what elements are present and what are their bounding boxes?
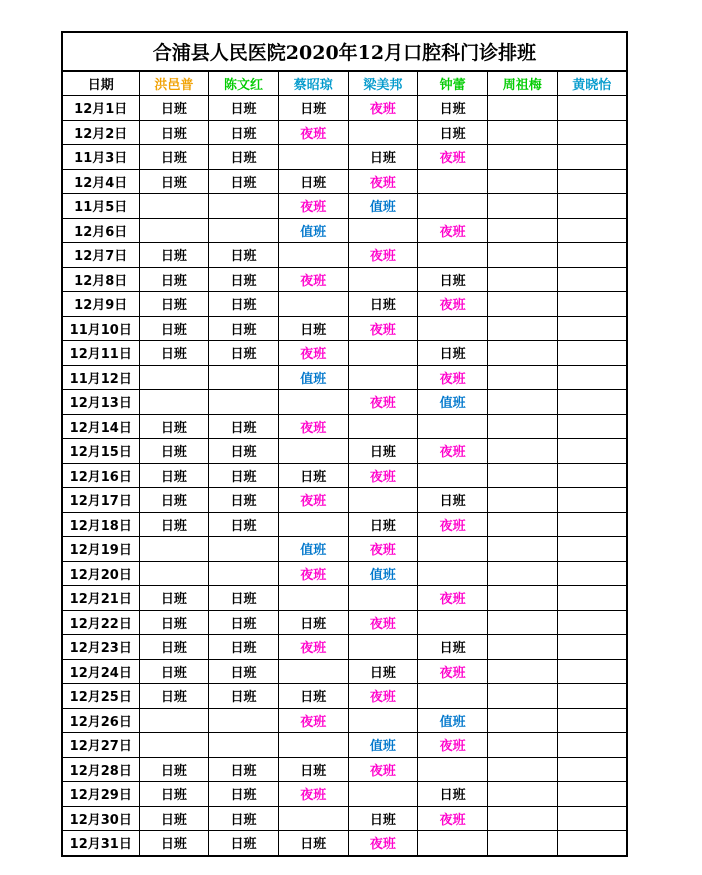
shift-cell xyxy=(418,757,488,782)
shift-cell: 日班 xyxy=(139,267,209,292)
table-row xyxy=(62,96,627,121)
shift-cell: 日班 xyxy=(209,831,279,856)
shift-cell xyxy=(557,561,627,586)
shift-cell: 值班 xyxy=(348,561,418,586)
date-cell: 11月5日 xyxy=(62,194,139,219)
shift-cell xyxy=(487,316,557,341)
shift-cell: 日班 xyxy=(348,659,418,684)
shift-cell xyxy=(487,169,557,194)
shift-cell: 日班 xyxy=(139,96,209,121)
shift-cell xyxy=(557,194,627,219)
shift-cell xyxy=(557,757,627,782)
table-row xyxy=(62,782,627,807)
shift-cell xyxy=(348,782,418,807)
shift-cell xyxy=(487,439,557,464)
shift-cell: 日班 xyxy=(209,145,279,170)
shift-cell xyxy=(487,194,557,219)
shift-cell: 日班 xyxy=(139,659,209,684)
shift-cell: 日班 xyxy=(139,757,209,782)
shift-cell xyxy=(139,708,209,733)
shift-cell: 日班 xyxy=(139,292,209,317)
shift-cell: 日班 xyxy=(209,635,279,660)
shift-cell: 夜班 xyxy=(348,757,418,782)
shift-cell xyxy=(278,145,348,170)
shift-cell xyxy=(278,733,348,758)
table-row xyxy=(62,194,627,219)
shift-cell: 日班 xyxy=(139,512,209,537)
shift-cell xyxy=(487,831,557,856)
date-cell: 12月9日 xyxy=(62,292,139,317)
table-row xyxy=(62,267,627,292)
table-row xyxy=(62,708,627,733)
shift-cell: 日班 xyxy=(348,512,418,537)
shift-cell: 夜班 xyxy=(348,390,418,415)
shift-cell xyxy=(557,169,627,194)
shift-cell xyxy=(209,708,279,733)
shift-cell xyxy=(487,635,557,660)
shift-cell: 日班 xyxy=(278,316,348,341)
shift-cell xyxy=(139,561,209,586)
date-cell: 12月18日 xyxy=(62,512,139,537)
shift-cell: 夜班 xyxy=(418,439,488,464)
shift-cell: 夜班 xyxy=(278,341,348,366)
shift-cell xyxy=(139,365,209,390)
table-row xyxy=(62,659,627,684)
shift-cell xyxy=(487,341,557,366)
table-row xyxy=(62,488,627,513)
date-cell: 12月1日 xyxy=(62,96,139,121)
shift-cell xyxy=(348,218,418,243)
shift-cell xyxy=(418,610,488,635)
shift-cell xyxy=(557,610,627,635)
shift-cell: 日班 xyxy=(139,145,209,170)
shift-cell: 夜班 xyxy=(348,610,418,635)
table-row xyxy=(62,365,627,390)
shift-cell: 日班 xyxy=(418,488,488,513)
date-cell: 12月20日 xyxy=(62,561,139,586)
shift-cell: 日班 xyxy=(278,831,348,856)
date-cell: 12月16日 xyxy=(62,463,139,488)
date-cell: 12月7日 xyxy=(62,243,139,268)
shift-cell xyxy=(278,586,348,611)
shift-cell: 日班 xyxy=(209,586,279,611)
shift-cell: 日班 xyxy=(209,684,279,709)
shift-cell xyxy=(557,145,627,170)
shift-cell xyxy=(278,292,348,317)
shift-cell: 夜班 xyxy=(418,806,488,831)
table-row xyxy=(62,561,627,586)
page-title: 合浦县人民医院2020年12月口腔科门诊排班 xyxy=(62,32,627,71)
shift-cell: 夜班 xyxy=(348,316,418,341)
shift-cell xyxy=(557,659,627,684)
shift-cell: 值班 xyxy=(348,733,418,758)
shift-cell: 日班 xyxy=(139,488,209,513)
shift-cell: 夜班 xyxy=(418,292,488,317)
shift-cell xyxy=(487,292,557,317)
date-cell: 11月3日 xyxy=(62,145,139,170)
shift-cell: 日班 xyxy=(139,414,209,439)
table-row xyxy=(62,439,627,464)
shift-cell: 夜班 xyxy=(348,831,418,856)
table-row xyxy=(62,463,627,488)
shift-cell xyxy=(487,96,557,121)
shift-cell xyxy=(348,586,418,611)
shift-cell xyxy=(418,463,488,488)
table-row xyxy=(62,218,627,243)
shift-cell xyxy=(487,757,557,782)
shift-cell: 日班 xyxy=(278,684,348,709)
shift-cell xyxy=(487,684,557,709)
shift-cell: 日班 xyxy=(209,488,279,513)
date-cell: 11月10日 xyxy=(62,316,139,341)
shift-cell xyxy=(557,586,627,611)
table-row xyxy=(62,390,627,415)
shift-cell: 日班 xyxy=(139,684,209,709)
shift-cell: 日班 xyxy=(348,439,418,464)
shift-cell: 夜班 xyxy=(418,659,488,684)
date-cell: 12月27日 xyxy=(62,733,139,758)
shift-cell: 日班 xyxy=(209,439,279,464)
shift-cell: 日班 xyxy=(139,586,209,611)
date-cell: 12月13日 xyxy=(62,390,139,415)
shift-cell xyxy=(348,488,418,513)
date-cell: 12月21日 xyxy=(62,586,139,611)
table-row xyxy=(62,757,627,782)
shift-cell xyxy=(557,243,627,268)
shift-cell xyxy=(557,218,627,243)
shift-cell: 日班 xyxy=(418,120,488,145)
shift-cell xyxy=(209,218,279,243)
shift-cell: 夜班 xyxy=(278,267,348,292)
shift-cell: 值班 xyxy=(348,194,418,219)
shift-cell: 日班 xyxy=(139,439,209,464)
shift-cell: 夜班 xyxy=(348,96,418,121)
shift-cell xyxy=(487,561,557,586)
shift-cell: 日班 xyxy=(348,806,418,831)
schedule-sheet xyxy=(61,31,626,857)
shift-cell xyxy=(557,463,627,488)
shift-cell xyxy=(487,537,557,562)
table-row xyxy=(62,586,627,611)
shift-cell xyxy=(348,267,418,292)
shift-cell: 日班 xyxy=(209,96,279,121)
date-cell: 12月23日 xyxy=(62,635,139,660)
shift-cell xyxy=(557,267,627,292)
shift-cell xyxy=(348,120,418,145)
title-row xyxy=(62,32,627,71)
shift-cell xyxy=(487,733,557,758)
shift-cell: 夜班 xyxy=(278,120,348,145)
shift-cell: 夜班 xyxy=(278,635,348,660)
shift-cell xyxy=(487,120,557,145)
shift-cell: 日班 xyxy=(209,782,279,807)
shift-cell xyxy=(209,537,279,562)
shift-cell: 日班 xyxy=(139,806,209,831)
shift-cell xyxy=(487,512,557,537)
shift-cell: 日班 xyxy=(139,341,209,366)
shift-cell xyxy=(209,365,279,390)
shift-cell: 日班 xyxy=(139,463,209,488)
shift-cell: 日班 xyxy=(278,463,348,488)
shift-cell: 值班 xyxy=(278,218,348,243)
shift-cell: 日班 xyxy=(418,267,488,292)
shift-cell: 夜班 xyxy=(418,145,488,170)
shift-cell: 日班 xyxy=(418,341,488,366)
shift-cell: 夜班 xyxy=(418,586,488,611)
date-cell: 12月6日 xyxy=(62,218,139,243)
shift-cell: 夜班 xyxy=(418,733,488,758)
shift-cell: 日班 xyxy=(209,120,279,145)
shift-cell: 夜班 xyxy=(348,537,418,562)
shift-cell xyxy=(487,414,557,439)
shift-cell: 日班 xyxy=(139,782,209,807)
shift-cell xyxy=(557,708,627,733)
date-cell: 12月29日 xyxy=(62,782,139,807)
shift-cell: 夜班 xyxy=(418,365,488,390)
shift-cell xyxy=(418,561,488,586)
staff-column-header: 黄晓怡 xyxy=(557,71,627,96)
shift-cell: 日班 xyxy=(209,806,279,831)
shift-cell: 日班 xyxy=(209,169,279,194)
shift-cell xyxy=(348,365,418,390)
shift-cell xyxy=(139,218,209,243)
shift-cell: 日班 xyxy=(278,96,348,121)
shift-cell xyxy=(278,512,348,537)
shift-cell xyxy=(139,733,209,758)
shift-cell xyxy=(139,537,209,562)
shift-cell: 日班 xyxy=(278,169,348,194)
shift-cell xyxy=(557,512,627,537)
shift-cell xyxy=(557,806,627,831)
shift-cell: 日班 xyxy=(139,120,209,145)
shift-cell xyxy=(487,659,557,684)
date-column-header: 日期 xyxy=(62,71,139,96)
shift-cell xyxy=(139,390,209,415)
shift-cell: 值班 xyxy=(278,537,348,562)
shift-cell xyxy=(278,806,348,831)
date-cell: 12月4日 xyxy=(62,169,139,194)
shift-cell: 值班 xyxy=(418,390,488,415)
shift-cell xyxy=(557,292,627,317)
shift-cell xyxy=(348,341,418,366)
date-cell: 12月2日 xyxy=(62,120,139,145)
table-row xyxy=(62,733,627,758)
shift-cell: 夜班 xyxy=(278,194,348,219)
shift-cell xyxy=(487,610,557,635)
shift-cell xyxy=(278,390,348,415)
shift-cell: 日班 xyxy=(278,757,348,782)
shift-cell: 日班 xyxy=(209,610,279,635)
date-cell: 12月11日 xyxy=(62,341,139,366)
shift-cell xyxy=(209,194,279,219)
shift-cell xyxy=(557,782,627,807)
staff-column-header: 钟蕾 xyxy=(418,71,488,96)
shift-cell: 日班 xyxy=(139,635,209,660)
shift-cell xyxy=(557,537,627,562)
shift-cell xyxy=(418,316,488,341)
date-cell: 12月28日 xyxy=(62,757,139,782)
shift-cell xyxy=(278,243,348,268)
shift-cell xyxy=(209,390,279,415)
shift-cell: 日班 xyxy=(209,414,279,439)
date-cell: 12月30日 xyxy=(62,806,139,831)
shift-cell xyxy=(418,831,488,856)
table-row xyxy=(62,512,627,537)
date-cell: 12月31日 xyxy=(62,831,139,856)
shift-cell xyxy=(557,439,627,464)
shift-cell: 夜班 xyxy=(348,463,418,488)
table-row xyxy=(62,414,627,439)
shift-cell xyxy=(487,488,557,513)
shift-cell: 夜班 xyxy=(418,512,488,537)
shift-cell: 夜班 xyxy=(278,488,348,513)
shift-cell: 日班 xyxy=(139,316,209,341)
shift-cell: 夜班 xyxy=(348,243,418,268)
staff-column-header: 周祖梅 xyxy=(487,71,557,96)
staff-column-header: 蔡昭琼 xyxy=(278,71,348,96)
table-row xyxy=(62,292,627,317)
shift-cell xyxy=(557,684,627,709)
shift-cell xyxy=(557,316,627,341)
date-cell: 12月25日 xyxy=(62,684,139,709)
shift-cell xyxy=(557,365,627,390)
shift-cell: 夜班 xyxy=(348,684,418,709)
shift-cell xyxy=(348,414,418,439)
date-cell: 12月19日 xyxy=(62,537,139,562)
shift-cell: 日班 xyxy=(139,243,209,268)
shift-cell xyxy=(487,390,557,415)
shift-cell: 日班 xyxy=(209,463,279,488)
table-row xyxy=(62,684,627,709)
shift-cell xyxy=(348,708,418,733)
table-row xyxy=(62,341,627,366)
shift-cell xyxy=(557,733,627,758)
staff-column-header: 洪邑普 xyxy=(139,71,209,96)
shift-cell: 夜班 xyxy=(348,169,418,194)
shift-cell xyxy=(557,488,627,513)
shift-cell xyxy=(418,684,488,709)
table-row xyxy=(62,145,627,170)
shift-cell xyxy=(209,733,279,758)
shift-cell: 日班 xyxy=(139,169,209,194)
shift-cell: 日班 xyxy=(139,610,209,635)
shift-cell: 日班 xyxy=(209,292,279,317)
shift-cell: 日班 xyxy=(209,243,279,268)
table-row xyxy=(62,169,627,194)
date-cell: 12月22日 xyxy=(62,610,139,635)
shift-cell xyxy=(557,414,627,439)
header-row xyxy=(62,71,627,96)
shift-cell xyxy=(418,194,488,219)
staff-column-header: 陈文红 xyxy=(209,71,279,96)
shift-cell: 日班 xyxy=(209,512,279,537)
shift-cell xyxy=(139,194,209,219)
schedule-table xyxy=(61,31,628,857)
table-row xyxy=(62,120,627,145)
shift-cell: 日班 xyxy=(348,292,418,317)
shift-cell xyxy=(278,439,348,464)
date-cell: 11月12日 xyxy=(62,365,139,390)
shift-cell: 夜班 xyxy=(278,561,348,586)
shift-cell: 日班 xyxy=(209,757,279,782)
shift-cell: 日班 xyxy=(348,145,418,170)
shift-cell xyxy=(348,635,418,660)
shift-cell: 日班 xyxy=(418,635,488,660)
shift-cell: 夜班 xyxy=(418,218,488,243)
table-row xyxy=(62,316,627,341)
staff-column-header: 梁美邦 xyxy=(348,71,418,96)
shift-cell: 日班 xyxy=(209,659,279,684)
shift-cell xyxy=(557,120,627,145)
shift-cell: 日班 xyxy=(139,831,209,856)
shift-cell xyxy=(557,390,627,415)
shift-cell xyxy=(487,267,557,292)
shift-cell xyxy=(418,414,488,439)
date-cell: 12月17日 xyxy=(62,488,139,513)
shift-cell xyxy=(487,243,557,268)
shift-cell xyxy=(209,561,279,586)
shift-cell xyxy=(487,365,557,390)
shift-cell: 日班 xyxy=(209,341,279,366)
shift-cell: 值班 xyxy=(418,708,488,733)
shift-cell xyxy=(278,659,348,684)
shift-cell xyxy=(487,463,557,488)
date-cell: 12月15日 xyxy=(62,439,139,464)
shift-cell xyxy=(418,243,488,268)
shift-cell: 夜班 xyxy=(278,782,348,807)
shift-cell xyxy=(487,145,557,170)
shift-cell xyxy=(487,782,557,807)
table-row xyxy=(62,243,627,268)
table-row xyxy=(62,635,627,660)
shift-cell xyxy=(487,586,557,611)
table-row xyxy=(62,831,627,856)
date-cell: 12月26日 xyxy=(62,708,139,733)
shift-cell: 值班 xyxy=(278,365,348,390)
shift-cell: 日班 xyxy=(209,316,279,341)
shift-cell xyxy=(557,831,627,856)
date-cell: 12月14日 xyxy=(62,414,139,439)
shift-cell: 日班 xyxy=(209,267,279,292)
shift-cell: 夜班 xyxy=(278,414,348,439)
table-row xyxy=(62,537,627,562)
shift-cell xyxy=(557,635,627,660)
shift-cell xyxy=(418,537,488,562)
shift-cell xyxy=(487,806,557,831)
table-row xyxy=(62,610,627,635)
shift-cell: 夜班 xyxy=(278,708,348,733)
shift-cell xyxy=(557,341,627,366)
date-cell: 12月8日 xyxy=(62,267,139,292)
shift-cell xyxy=(557,96,627,121)
shift-cell xyxy=(418,169,488,194)
shift-cell xyxy=(487,708,557,733)
shift-cell: 日班 xyxy=(418,782,488,807)
shift-cell xyxy=(487,218,557,243)
shift-cell: 日班 xyxy=(278,610,348,635)
date-cell: 12月24日 xyxy=(62,659,139,684)
shift-cell: 日班 xyxy=(418,96,488,121)
table-row xyxy=(62,806,627,831)
